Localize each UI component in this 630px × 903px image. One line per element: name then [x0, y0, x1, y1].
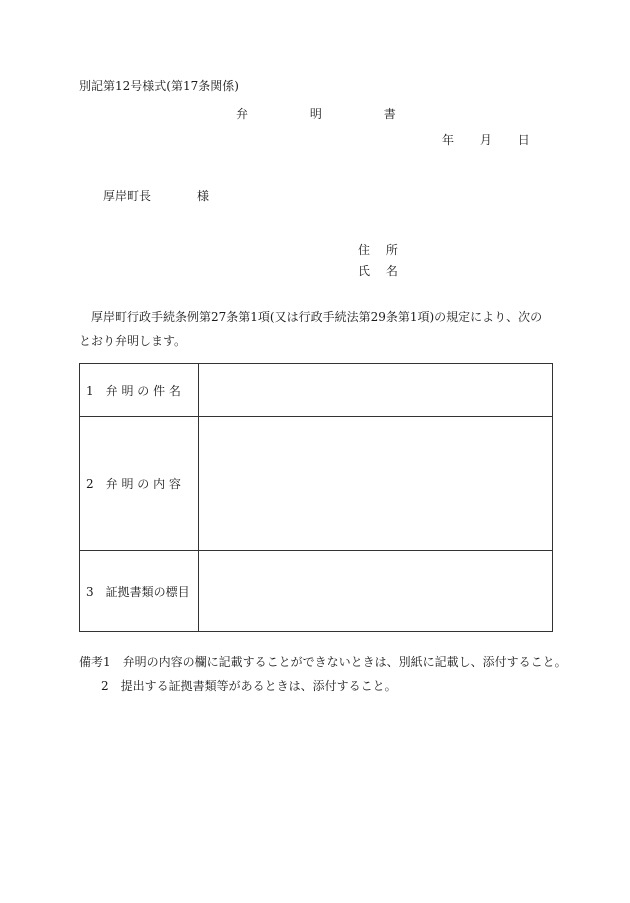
subject-field[interactable]	[199, 364, 553, 417]
title-char: 明	[309, 107, 322, 121]
row-label-content: 2 弁 明 の 内 容	[80, 417, 199, 551]
table-row	[80, 551, 553, 632]
row-label-subject: 1 弁 明 の 件 名	[80, 364, 199, 417]
addressee-honorific: 様	[197, 189, 210, 203]
address-label: 住 所	[358, 243, 404, 257]
body-text: 厚岸町行政手続条例第27条第1項(又は行政手続法第29条第1項)の規定により、次のとおり弁明します。	[79, 310, 543, 348]
table-row	[80, 364, 553, 417]
evidence-field[interactable]	[199, 551, 553, 632]
form-number: 別記第12号様式(第17条関係)	[79, 79, 239, 93]
content-field[interactable]	[199, 417, 553, 551]
note-item: 2 提出する証拠書類等があるときは、添付すること。	[101, 679, 397, 693]
name-label: 氏 名	[358, 264, 404, 278]
date-month: 月	[479, 133, 492, 147]
defense-form-table	[79, 363, 553, 632]
document-title	[228, 107, 396, 121]
title-char: 書	[383, 107, 396, 121]
row-label-evidence: 3 証拠書類の標目	[80, 551, 199, 632]
date-line	[438, 133, 530, 147]
addressee	[103, 189, 209, 203]
addressee-name: 厚岸町長	[103, 189, 152, 203]
date-year: 年	[442, 133, 455, 147]
table-row	[80, 417, 553, 551]
title-char: 弁	[236, 107, 249, 121]
note-item: 備考1 弁明の内容の欄に記載することができないときは、別紙に記載し、添付すること。	[79, 655, 567, 669]
notes	[79, 650, 567, 698]
date-day: 日	[517, 133, 530, 147]
